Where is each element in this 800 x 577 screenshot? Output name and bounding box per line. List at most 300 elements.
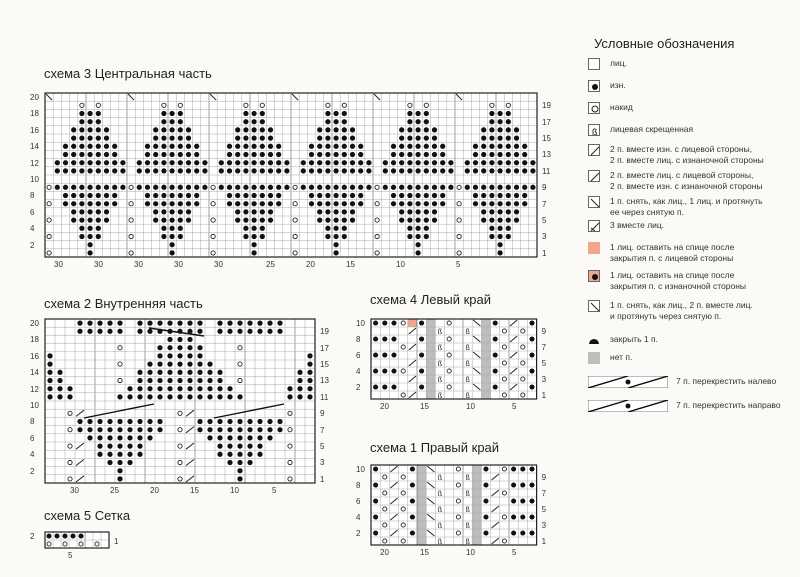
legend-symbol (588, 270, 600, 282)
purl-stitch (407, 185, 412, 190)
no-stitch (481, 351, 490, 359)
purl-stitch (97, 435, 102, 440)
purl-stitch (178, 127, 183, 132)
purl-stitch (107, 452, 112, 457)
purl-stitch (237, 435, 242, 440)
purl-stitch (161, 119, 166, 124)
purl-stitch (217, 394, 222, 399)
twisted-knit: ß (465, 523, 470, 530)
purl-stitch (317, 209, 322, 214)
purl-stitch (373, 514, 378, 519)
purl-stitch (325, 226, 330, 231)
purl-stitch (419, 368, 424, 373)
purl-stitch (197, 345, 202, 350)
purl-stitch (243, 226, 248, 231)
purl-stitch (251, 152, 256, 157)
purl-stitch (117, 320, 122, 325)
purl-stitch (237, 468, 242, 473)
no-stitch (481, 383, 490, 391)
purl-stitch (268, 160, 273, 165)
purl-stitch (465, 168, 470, 173)
twisted-knit: ß (437, 393, 443, 400)
purl-stitch (161, 201, 166, 206)
purl-stitch (373, 530, 378, 535)
purl-stitch (87, 435, 92, 440)
purl-stitch (432, 152, 437, 157)
col-label: 20 (150, 486, 159, 495)
purl-stitch (207, 394, 212, 399)
col-label: 5 (272, 486, 277, 495)
purl-stitch (333, 160, 338, 165)
purl-stitch (169, 209, 174, 214)
purl-stitch (71, 201, 76, 206)
purl-stitch (71, 135, 76, 140)
no-stitch (426, 383, 435, 391)
purl-stitch (530, 185, 535, 190)
purl-stitch (333, 144, 338, 149)
purl-stitch (112, 201, 117, 206)
purl-stitch (243, 135, 248, 140)
purl-stitch (71, 168, 76, 173)
purl-stitch (207, 435, 212, 440)
row-label-right: 17 (542, 117, 551, 127)
purl-stitch (251, 242, 256, 247)
purl-stitch (493, 384, 498, 389)
purl-stitch (157, 378, 162, 383)
no-stitch (417, 465, 426, 473)
purl-stitch (104, 144, 109, 149)
no-stitch (481, 343, 490, 351)
legend-text: 2 п. вместе лиц. с лицевой стороны, 2 п. вместе изн. с изнаночной стороны (610, 170, 763, 191)
purl-stitch (529, 498, 534, 503)
purl-stitch (127, 386, 132, 391)
purl-stitch (333, 234, 338, 239)
purl-stitch (235, 168, 240, 173)
col-label: 10 (230, 486, 239, 495)
purl-stitch (79, 127, 84, 132)
purl-stitch (391, 193, 396, 198)
purl-stitch (373, 384, 378, 389)
purl-stitch (237, 476, 242, 481)
purl-stitch (96, 193, 101, 198)
purl-stitch (112, 185, 117, 190)
purl-stitch (227, 394, 232, 399)
row-label-left: 2 (356, 383, 361, 392)
purl-stitch (529, 466, 534, 471)
purl-stitch (251, 119, 256, 124)
purl-stitch (177, 353, 182, 358)
purl-stitch (157, 419, 162, 424)
legend-symbol (588, 220, 600, 232)
purl-stitch (97, 452, 102, 457)
row-label-left: 18 (30, 109, 39, 119)
purl-stitch (186, 201, 191, 206)
purl-stitch (257, 452, 262, 457)
purl-stitch (112, 152, 117, 157)
purl-stitch (493, 336, 498, 341)
purl-stitch (522, 201, 527, 206)
row-label-right: 1 (114, 537, 119, 546)
purl-stitch (217, 419, 222, 424)
purl-stitch (317, 185, 322, 190)
purl-stitch (153, 193, 158, 198)
purl-stitch (415, 226, 420, 231)
purl-stitch (407, 217, 412, 222)
purl-stitch (237, 452, 242, 457)
purl-stitch (79, 144, 84, 149)
purl-stitch (87, 201, 92, 206)
col-label: 30 (54, 260, 63, 269)
purl-stitch (268, 193, 273, 198)
purl-stitch (137, 160, 142, 165)
row-label-right: 1 (541, 391, 547, 400)
purl-stitch (251, 135, 256, 140)
purl-stitch (325, 152, 330, 157)
no-stitch (426, 391, 435, 399)
legend-symbol (588, 352, 600, 364)
purl-stitch (187, 337, 192, 342)
purl-stitch (137, 394, 142, 399)
purl-stitch (497, 119, 502, 124)
purl-stitch (309, 160, 314, 165)
purl-stitch (117, 452, 122, 457)
no-stitch (417, 505, 426, 513)
purl-stitch (104, 160, 109, 165)
purl-stitch (186, 127, 191, 132)
scheme3-grid (44, 92, 538, 258)
purl-stitch (227, 427, 232, 432)
row-label-left: 4 (356, 513, 361, 522)
purl-stitch (87, 135, 92, 140)
purl-stitch (309, 168, 314, 173)
purl-stitch (153, 152, 158, 157)
purl-stitch (243, 193, 248, 198)
purl-stitch (161, 144, 166, 149)
purl-stitch (424, 168, 429, 173)
purl-stitch (399, 168, 404, 173)
purl-stitch (317, 135, 322, 140)
purl-stitch (287, 394, 292, 399)
purl-stitch (309, 201, 314, 206)
purl-stitch (391, 160, 396, 165)
purl-stitch (358, 193, 363, 198)
purl-stitch (186, 185, 191, 190)
purl-stitch (415, 185, 420, 190)
purl-stitch (268, 209, 273, 214)
purl-stitch (358, 160, 363, 165)
purl-stitch (107, 460, 112, 465)
purl-stitch (391, 201, 396, 206)
purl-stitch (96, 201, 101, 206)
purl-stitch (382, 384, 387, 389)
purl-stitch (96, 135, 101, 140)
purl-stitch (307, 394, 312, 399)
row-label-right: 9 (541, 473, 547, 482)
purl-stitch (187, 386, 192, 391)
purl-stitch (520, 482, 525, 487)
purl-stitch (87, 427, 92, 432)
purl-stitch (483, 482, 488, 487)
purl-stitch (260, 193, 265, 198)
purl-stitch (217, 378, 222, 383)
purl-stitch (325, 160, 330, 165)
purl-stitch (120, 168, 125, 173)
purl-stitch (63, 168, 68, 173)
purl-stitch (87, 329, 92, 334)
purl-stitch (366, 160, 371, 165)
purl-stitch (186, 217, 191, 222)
purl-stitch (424, 127, 429, 132)
purl-stitch (333, 185, 338, 190)
purl-stitch (432, 217, 437, 222)
no-stitch (481, 359, 490, 367)
purl-stitch (333, 127, 338, 132)
purl-stitch (297, 394, 302, 399)
purl-stitch (137, 378, 142, 383)
purl-stitch (473, 144, 478, 149)
purl-stitch (350, 127, 355, 132)
purl-stitch (481, 152, 486, 157)
purl-stitch (251, 168, 256, 173)
purl-stitch (194, 201, 199, 206)
purl-stitch (529, 320, 534, 325)
purl-stitch (127, 452, 132, 457)
purl-stitch (187, 345, 192, 350)
purl-stitch (297, 370, 302, 375)
purl-stitch (415, 242, 420, 247)
row-label-right: 5 (542, 216, 547, 225)
purl-stitch (147, 386, 152, 391)
purl-stitch (161, 135, 166, 140)
purl-stitch (333, 242, 338, 247)
purl-stitch (96, 168, 101, 173)
purl-stitch (489, 226, 494, 231)
purl-stitch (54, 533, 59, 538)
purl-stitch (137, 168, 142, 173)
row-label-right: 3 (541, 521, 547, 530)
purl-stitch (169, 144, 174, 149)
purl-stitch (62, 533, 67, 538)
purl-stitch (276, 168, 281, 173)
purl-stitch (260, 217, 265, 222)
purl-stitch (243, 152, 248, 157)
purl-stitch (514, 144, 519, 149)
purl-stitch (186, 144, 191, 149)
purl-stitch (325, 127, 330, 132)
svg-text:ß: ß (592, 127, 598, 137)
purl-stitch (107, 427, 112, 432)
purl-stitch (342, 234, 347, 239)
purl-stitch (483, 514, 488, 519)
purl-stitch (145, 144, 150, 149)
purl-stitch (257, 320, 262, 325)
purl-stitch (227, 152, 232, 157)
purl-stitch (333, 119, 338, 124)
col-label: 10 (396, 260, 405, 269)
purl-stitch (506, 152, 511, 157)
purl-stitch (78, 533, 83, 538)
purl-stitch (342, 168, 347, 173)
purl-stitch (251, 226, 256, 231)
purl-stitch (112, 160, 117, 165)
purl-stitch (194, 152, 199, 157)
purl-stitch (481, 185, 486, 190)
row-label-right: 3 (320, 458, 325, 468)
purl-stitch (161, 185, 166, 190)
legend-symbol (588, 58, 600, 70)
purl-stitch (415, 201, 420, 206)
row-label-left: 4 (30, 450, 35, 460)
purl-stitch (424, 144, 429, 149)
purl-stitch (251, 111, 256, 116)
purl-stitch (251, 193, 256, 198)
purl-stitch (277, 329, 282, 334)
purl-stitch (415, 135, 420, 140)
purl-stitch (145, 168, 150, 173)
legend-symbol (588, 196, 600, 208)
purl-stitch (79, 185, 84, 190)
purl-stitch (489, 193, 494, 198)
purl-stitch (104, 209, 109, 214)
purl-stitch (382, 352, 387, 357)
purl-stitch (317, 144, 322, 149)
purl-stitch (177, 345, 182, 350)
purl-stitch (127, 443, 132, 448)
legend-text: закрыть 1 п. (610, 334, 658, 344)
purl-stitch (333, 226, 338, 231)
row-label-right: 1 (320, 474, 325, 484)
purl-stitch (157, 394, 162, 399)
no-stitch (426, 367, 435, 375)
purl-stitch (465, 185, 470, 190)
col-label: 30 (214, 260, 223, 269)
purl-stitch (301, 168, 306, 173)
purl-stitch (391, 352, 396, 357)
purl-stitch (514, 152, 519, 157)
purl-stitch (247, 419, 252, 424)
purl-stitch (167, 337, 172, 342)
purl-stitch (67, 394, 72, 399)
purl-stitch (424, 209, 429, 214)
purl-stitch (419, 384, 424, 389)
purl-stitch (153, 144, 158, 149)
purl-stitch (391, 368, 396, 373)
row-label-right: 3 (542, 232, 547, 242)
purl-stitch (333, 111, 338, 116)
row-label-right: 13 (320, 376, 329, 386)
row-label-left: 20 (30, 93, 39, 102)
purl-stitch (227, 460, 232, 465)
row-label-left: 2 (356, 529, 361, 538)
purl-stitch (440, 201, 445, 206)
purl-stitch (97, 443, 102, 448)
no-stitch (417, 473, 426, 481)
purl-stitch (147, 427, 152, 432)
purl-stitch (251, 144, 256, 149)
purl-stitch (520, 466, 525, 471)
purl-stitch (257, 443, 262, 448)
scheme3-title: схема 3 Центральная часть (44, 66, 212, 81)
purl-stitch (497, 217, 502, 222)
purl-stitch (514, 193, 519, 198)
purl-stitch (276, 201, 281, 206)
purl-stitch (235, 152, 240, 157)
purl-stitch (79, 152, 84, 157)
purl-stitch (529, 336, 534, 341)
purl-stitch (227, 443, 232, 448)
purl-stitch (237, 427, 242, 432)
purl-stitch (399, 135, 404, 140)
twisted-knit: ß (437, 475, 443, 482)
purl-stitch (137, 435, 142, 440)
purl-stitch (522, 144, 527, 149)
purl-stitch (71, 144, 76, 149)
col-label: 20 (306, 260, 315, 269)
purl-stitch (79, 209, 84, 214)
purl-stitch (145, 201, 150, 206)
legend-symbol (588, 400, 668, 412)
purl-stitch (137, 443, 142, 448)
purl-stitch (87, 119, 92, 124)
purl-stitch (63, 160, 68, 165)
legend-text: изн. (610, 80, 626, 90)
row-label-right: 9 (542, 183, 547, 193)
legend-text: 1 лиц. оставить на спице после закрытия п. с лицевой стороны (610, 242, 735, 263)
purl-stitch (217, 329, 222, 334)
row-label-left: 8 (356, 335, 361, 344)
purl-stitch (432, 135, 437, 140)
purl-stitch (506, 168, 511, 173)
purl-stitch (137, 329, 142, 334)
purl-stitch (197, 361, 202, 366)
purl-stitch (127, 460, 132, 465)
purl-stitch (391, 168, 396, 173)
purl-stitch (178, 193, 183, 198)
purl-stitch (178, 185, 183, 190)
purl-stitch (77, 419, 82, 424)
purl-stitch (383, 168, 388, 173)
legend-text: накид (610, 102, 633, 112)
purl-stitch (514, 201, 519, 206)
purl-stitch (177, 320, 182, 325)
purl-stitch (514, 135, 519, 140)
purl-stitch (137, 419, 142, 424)
twisted-knit: ß (437, 361, 443, 368)
purl-stitch (147, 378, 152, 383)
col-label: 30 (174, 260, 183, 269)
row-label-left: 10 (30, 175, 39, 184)
purl-stitch (489, 234, 494, 239)
purl-stitch (161, 193, 166, 198)
purl-stitch (497, 168, 502, 173)
purl-stitch (391, 144, 396, 149)
purl-stitch (325, 111, 330, 116)
purl-stitch (297, 386, 302, 391)
row-label-left: 14 (30, 368, 39, 378)
purl-stitch (161, 226, 166, 231)
purl-stitch (465, 160, 470, 165)
purl-stitch (260, 144, 265, 149)
purl-stitch (96, 119, 101, 124)
purl-stitch (415, 217, 420, 222)
purl-stitch (243, 217, 248, 222)
purl-stitch (407, 119, 412, 124)
purl-stitch (307, 370, 312, 375)
no-stitch (472, 513, 481, 521)
purl-stitch (407, 111, 412, 116)
purl-stitch (257, 419, 262, 424)
purl-stitch (120, 185, 125, 190)
